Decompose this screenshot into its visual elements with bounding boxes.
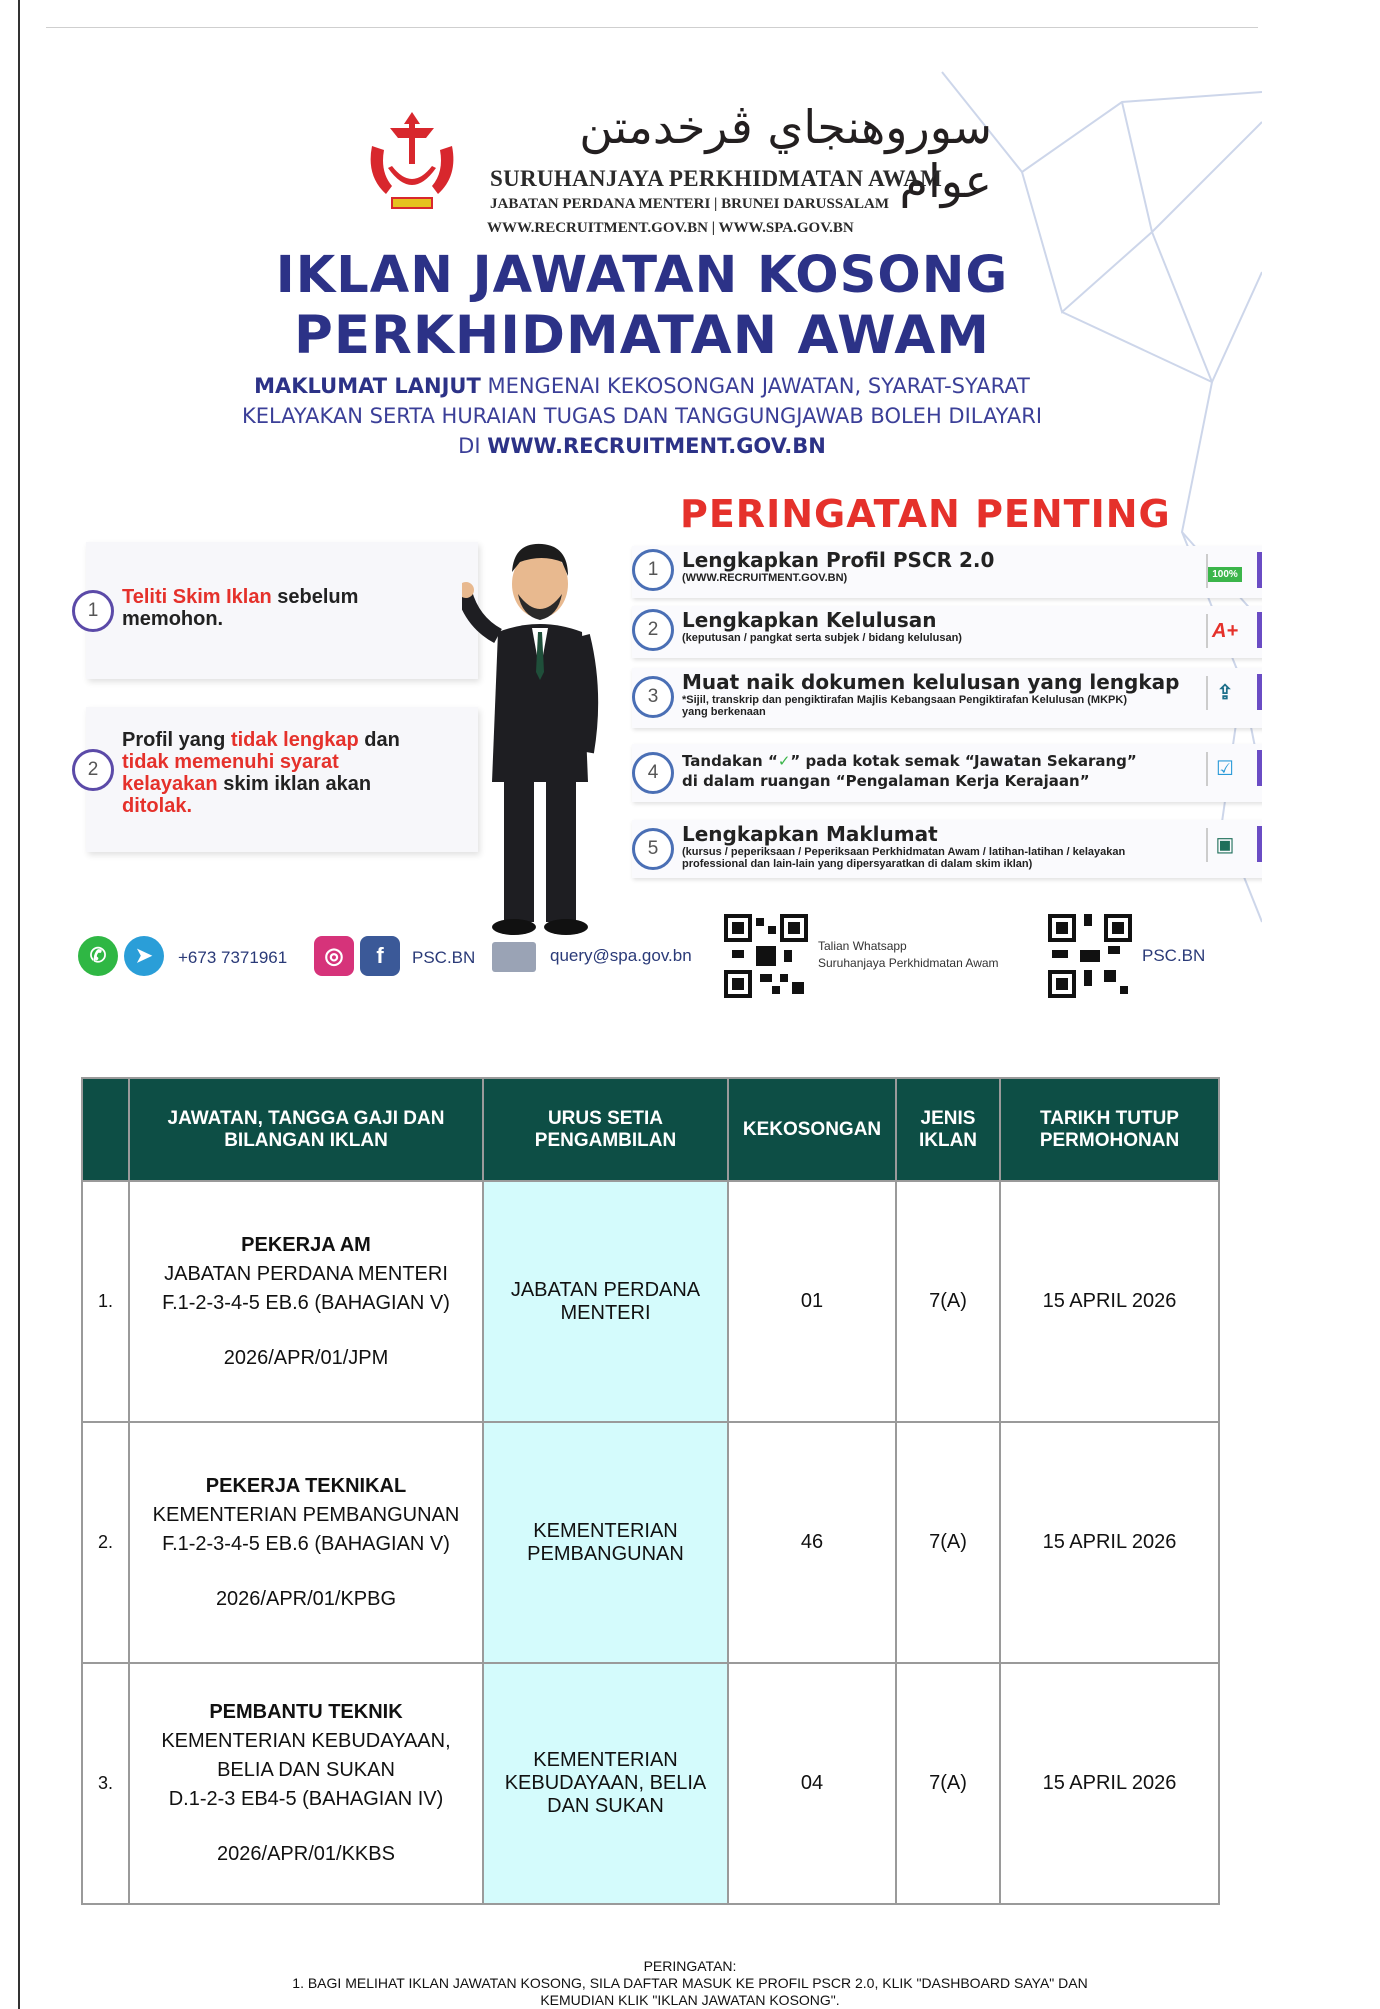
recruitment-link[interactable]: WWW.RECRUITMENT.GOV.BN [487, 434, 826, 458]
vacancy-table [81, 1077, 1220, 1905]
job-department: JABATAN PERDANA MENTERI [164, 1262, 448, 1285]
job-title: PEMBANTU TEKNIK [209, 1701, 403, 1723]
urus-setia-cell: KEMENTERIAN PEMBANGUNAN [483, 1422, 728, 1663]
salary-scale: D.1-2-3 EB4-5 (BAHAGIAN IV) [168, 1788, 444, 1810]
phone-number[interactable]: +673 7371961 [178, 948, 288, 967]
step-title: Lengkapkan Maklumat [682, 822, 938, 846]
step-accent-bar [1257, 750, 1262, 786]
qr-label: PSC.BN [1142, 946, 1206, 965]
row-number: 3. [82, 1663, 129, 1904]
step-number: 2 [632, 609, 674, 651]
info-line2: KELAYAKAN SERTA HURAIAN TUGAS DAN TANGGUNGJAWAB BOLEH DILAYARI [241, 404, 1043, 428]
banner-title-line1: IKLAN JAWATAN KOSONG [275, 246, 1009, 305]
salary-scale: F.1-2-3-4-5 EB.6 (BAHAGIAN V) [162, 1291, 450, 1314]
column-header-no [82, 1078, 129, 1181]
step-number: 1 [632, 549, 674, 591]
step-accent-bar [1257, 674, 1262, 710]
telegram-icon[interactable]: ➤ [124, 936, 164, 976]
brunei-crest-icon [362, 106, 462, 216]
tarikh-tutup-cell: 15 APRIL 2026 [1000, 1422, 1219, 1663]
step-accent-bar [1257, 552, 1262, 588]
step-4 [632, 744, 1262, 802]
whatsapp-icon[interactable]: ✆ [78, 936, 118, 976]
psc-qr-code-icon[interactable] [1048, 914, 1132, 998]
urus-setia-cell: JABATAN PERDANA MENTERI [483, 1181, 728, 1422]
column-header-jawatan: JAWATAN, TANGGA GAJI DAN BILANGAN IKLAN [129, 1078, 483, 1181]
social-handle[interactable]: PSC.BN [412, 948, 476, 967]
step-title: Lengkapkan Kelulusan [682, 608, 937, 632]
column-header-urus-setia: URUS SETIA PENGAMBILAN [483, 1078, 728, 1181]
progress-icon: 100% [1206, 554, 1242, 588]
step-subtitle: *Sijil, transkrip dan pengiktirafan Majlis Kebangsaan Pengiktirafan Kelulusan (MKPK) yang berkenaan [682, 694, 1127, 718]
step-subtitle: (WWW.RECRUITMENT.GOV.BN) [682, 572, 848, 584]
step-accent-bar [1257, 826, 1262, 862]
table-row [82, 1663, 1219, 1904]
banner-title-line2: PERKHIDMATAN AWAM [294, 305, 990, 366]
kekosongan-cell: 01 [728, 1181, 896, 1422]
grade-icon: A+ [1206, 614, 1242, 648]
job-cell [129, 1181, 483, 1422]
table-row [82, 1181, 1219, 1422]
contact-strip [78, 932, 1258, 982]
whatsapp-caption: Talian Whatsapp Suruhanjaya Perkhidmatan Awam [818, 939, 999, 970]
advert-reference: 2026/APR/01/KKBS [217, 1843, 395, 1865]
whatsapp-qr-code-icon[interactable] [724, 914, 808, 998]
jenis-iklan-cell: 7(A) [896, 1422, 1000, 1663]
upload-icon: ⇪ [1206, 676, 1242, 710]
step-number: 5 [632, 828, 674, 870]
table-header-row [82, 1078, 1219, 1181]
job-department: KEMENTERIAN KEBUDAYAAN, BELIA DAN SUKAN [161, 1730, 451, 1781]
tip-text: Teliti Skim Iklan sebelum memohon. [122, 586, 359, 630]
step-3 [632, 668, 1262, 728]
footnote-line2: KEMUDIAN KLIK "IKLAN JAWATAN KOSONG". [540, 1992, 840, 2008]
kekosongan-cell: 46 [728, 1422, 896, 1663]
step-number: 4 [632, 752, 674, 794]
checkbox-icon: ☑ [1206, 752, 1242, 786]
org-name: SURUHANJAYA PERKHIDMATAN AWAM [490, 166, 943, 191]
step-title-line2: di dalam ruangan “Pengalaman Kerja Kerajaan” [682, 772, 1090, 790]
tarikh-tutup-cell: 15 APRIL 2026 [1000, 1663, 1219, 1904]
footnote-heading: PERINGATAN: [643, 1958, 737, 1974]
job-department: KEMENTERIAN PEMBANGUNAN [152, 1503, 460, 1526]
column-header-tarikh-tutup: TARIKH TUTUP PERMOHONAN [1000, 1078, 1219, 1181]
email-icon [492, 942, 536, 972]
tip-number: 1 [72, 590, 114, 632]
recruitment-banner [62, 62, 1262, 1022]
row-number: 2. [82, 1422, 129, 1663]
row-number: 1. [82, 1181, 129, 1422]
email-address[interactable]: query@spa.gov.bn [550, 946, 692, 965]
instagram-icon[interactable]: ◎ [314, 936, 354, 976]
tip-card-2 [86, 707, 478, 852]
info-line1: MAKLUMAT LANJUT MENGENAI KEKOSONGAN JAWATAN, SYARAT-SYARAT [254, 374, 1030, 398]
org-subtitle: JABATAN PERDANA MENTERI | BRUNEI DARUSSALAM [490, 196, 890, 212]
info-line3: DI WWW.RECRUITMENT.GOV.BN [458, 434, 826, 458]
tip-card-1 [86, 542, 478, 679]
column-header-kekosongan: KEKOSONGAN [728, 1078, 896, 1181]
footnote-line1: 1. BAGI MELIHAT IKLAN JAWATAN KOSONG, SILA DAFTAR MASUK KE PROFIL PSCR 2.0, KLIK "DASHBOARD SAYA" DAN [292, 1975, 1088, 1991]
facebook-icon[interactable]: f [360, 936, 400, 976]
jenis-iklan-cell: 7(A) [896, 1181, 1000, 1422]
column-header-jenis-iklan: JENIS IKLAN [896, 1078, 1000, 1181]
top-divider [46, 27, 1258, 28]
job-title: PEKERJA AM [241, 1233, 371, 1256]
advert-reference: 2026/APR/01/KPBG [215, 1587, 397, 1610]
step-1 [632, 546, 1262, 598]
advert-reference: 2026/APR/01/JPM [223, 1346, 389, 1369]
step-accent-bar [1257, 612, 1262, 648]
step-title: Lengkapkan Profil PSCR 2.0 [682, 548, 995, 572]
warning-title: PERINGATAN PENTING [680, 492, 1171, 536]
businessman-illustration [462, 532, 612, 942]
step-subtitle: (kursus / peperiksaan / Peperiksaan Perkhidmatan Awam / latihan-latihan / kelayakan professional dan lain-lain yang dipersyaratkan di dalam skim iklan) [682, 846, 1126, 870]
job-cell [129, 1663, 483, 1904]
step-title: Muat naik dokumen kelulusan yang lengkap [682, 670, 1180, 694]
tip-number: 2 [72, 749, 114, 791]
salary-scale: F.1-2-3-4-5 EB.6 (BAHAGIAN V) [162, 1532, 450, 1555]
jenis-iklan-cell: 7(A) [896, 1663, 1000, 1904]
kekosongan-cell: 04 [728, 1663, 896, 1904]
certificate-icon: ▣ [1206, 828, 1242, 862]
job-title: PEKERJA TEKNIKAL [205, 1474, 407, 1497]
step-5 [632, 820, 1262, 878]
step-2 [632, 606, 1262, 658]
tip-text: Profil yang tidak lengkap dan tidak memenuhi syarat kelayakan skim iklan akan ditolak. [122, 729, 400, 817]
step-number: 3 [632, 676, 674, 718]
step-subtitle: (keputusan / pangkat serta subjek / bidang kelulusan) [682, 632, 962, 644]
tarikh-tutup-cell: 15 APRIL 2026 [1000, 1181, 1219, 1422]
jawi-org-name: سوروهنجاي ڤرخدمتن عوام [579, 100, 992, 208]
step-title: Tandakan “✓” pada kotak semak “Jawatan Sekarang” [682, 752, 1137, 770]
org-websites: WWW.RECRUITMENT.GOV.BN | WWW.SPA.GOV.BN [487, 220, 854, 236]
table-row [82, 1422, 1219, 1663]
job-cell [129, 1422, 483, 1663]
urus-setia-cell: KEMENTERIAN KEBUDAYAAN, BELIA DAN SUKAN [483, 1663, 728, 1904]
page-left-border [18, 0, 20, 2009]
